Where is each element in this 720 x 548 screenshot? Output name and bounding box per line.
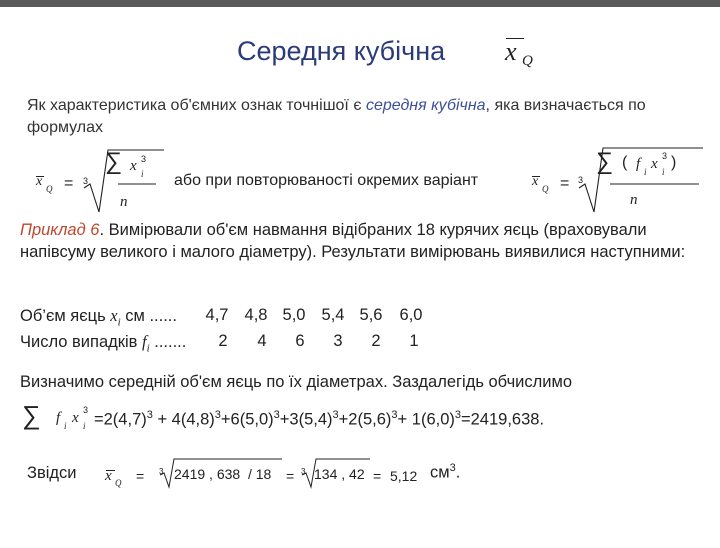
row1-var-sub: i	[117, 316, 121, 329]
f2-close: )	[671, 154, 677, 171]
unit-tail: .	[455, 463, 461, 482]
final-root2-content: 134 , 42	[314, 466, 365, 482]
final-value: 5,12	[390, 468, 418, 484]
compute-intro: Визначимо середній об'єм яєць по їх діаметрах. Заздалегідь обчислимо	[20, 373, 573, 391]
final-eq1: =	[136, 468, 145, 484]
title-x: x	[505, 37, 517, 66]
table-row-count	[20, 332, 186, 354]
final-lhs-sub: Q	[115, 478, 122, 488]
row2-var-sub: i	[146, 342, 150, 355]
term-sup: 3	[454, 409, 461, 421]
final-lhs: x	[105, 468, 112, 484]
term: =2(4,7)	[94, 410, 147, 429]
f1-sum: ∑	[105, 148, 123, 175]
sum-f-sub: i	[64, 421, 67, 431]
f1-eq: =	[64, 175, 74, 192]
sum-result: =2419,638.	[461, 410, 545, 429]
term: +6(5,0)	[220, 410, 274, 429]
row1-var: x	[110, 306, 118, 325]
term-sup: 3	[273, 409, 280, 421]
example-paragraph	[20, 219, 700, 263]
f2-eq: =	[560, 175, 570, 192]
title-text: Середня кубічна	[237, 36, 446, 66]
final-formula	[100, 455, 480, 495]
f2-var: x	[651, 156, 658, 172]
title-symbol	[503, 34, 543, 74]
intro-emphasis: середня кубічна	[365, 97, 486, 114]
title-sub: Q	[522, 53, 533, 69]
term-sup: 3	[146, 409, 153, 421]
unit-text: см	[430, 463, 450, 482]
f2-f-sub: i	[644, 167, 647, 177]
f1-power: 3	[141, 154, 147, 164]
row1-value: 5,4	[321, 306, 345, 324]
f1-lhs: x	[36, 174, 43, 189]
term: + 4(4,8)	[152, 410, 215, 429]
top-bar	[0, 0, 720, 7]
final-root2-index: 3	[301, 467, 306, 476]
formula-weighted-cubic-mean	[526, 146, 706, 216]
row2-value: 4	[257, 332, 267, 350]
f1-var: x	[130, 158, 137, 174]
example-label: Приклад 6	[20, 221, 100, 239]
row2-values	[203, 332, 433, 351]
final-label: Звідси	[27, 464, 77, 482]
row2-value: 6	[295, 332, 305, 350]
row2-label-after: .......	[149, 333, 187, 351]
term: +3(5,4)	[279, 410, 333, 429]
final-unit	[430, 462, 460, 483]
final-eq2: =	[286, 468, 295, 484]
f2-power: 3	[662, 151, 668, 161]
unit-power: 3	[449, 462, 456, 474]
sum-f: f	[56, 410, 61, 426]
f2-lhs: x	[532, 174, 539, 189]
term-sup: 3	[214, 409, 221, 421]
f1-den: n	[120, 194, 128, 210]
term-sup: 3	[391, 409, 398, 421]
row1-value: 5,0	[282, 306, 306, 324]
term-sup: 3	[332, 409, 339, 421]
sum-terms	[94, 409, 544, 430]
row2-value: 1	[409, 332, 419, 350]
intro-after: , яка визначається по формулах	[27, 97, 646, 136]
row2-var: f	[142, 332, 147, 351]
row1-value: 6,0	[399, 306, 423, 324]
row2-value: 2	[218, 332, 228, 350]
row2-value: 2	[371, 332, 381, 350]
row1-value: 4,7	[205, 306, 229, 324]
row1-label-before: Об’єм яєць	[20, 307, 111, 325]
f2-sum: ∑	[596, 148, 614, 175]
f2-lhs-sub: Q	[542, 184, 549, 194]
sum-formula	[22, 400, 622, 440]
final-root1-index: 3	[159, 467, 164, 476]
example-text: . Вимірювали об'єм навмання відібраних 18 курячих яєць (враховували напівсуму великого і малого діаметру). Результати вимірювань виявилися наступними:	[20, 221, 686, 261]
sum-x-sub: i	[83, 421, 86, 431]
connector-text: або при повторюваності окремих варіант	[174, 172, 479, 189]
term: +2(5,6)	[338, 410, 392, 429]
f2-root-index: 3	[578, 175, 584, 185]
final-eq3: =	[373, 468, 382, 484]
f1-var-sub: i	[141, 169, 144, 179]
formula-cubic-mean	[30, 148, 165, 216]
row1-value: 4,8	[244, 306, 268, 324]
row2-value: 3	[333, 332, 343, 350]
slide-title	[237, 36, 445, 67]
f2-f: f	[636, 156, 641, 172]
f2-var-sub: i	[662, 167, 665, 177]
sum-x: x	[72, 410, 79, 426]
row1-value: 5,6	[359, 306, 383, 324]
f2-open: (	[622, 154, 628, 171]
row1-values	[197, 306, 433, 325]
sum-symbol: ∑	[22, 400, 41, 430]
intro-paragraph	[27, 95, 687, 139]
term: + 1(6,0)	[397, 410, 455, 429]
f1-lhs-sub: Q	[46, 184, 53, 194]
f1-root-index: 3	[83, 176, 89, 186]
row2-label-before: Число випадків	[20, 333, 142, 351]
row1-label-after: см ......	[120, 307, 177, 325]
intro-before: Як характеристика об'ємних ознак точнішої є	[27, 97, 366, 114]
final-root1-content: 2419 , 638 / 18	[174, 466, 272, 482]
sum-power: 3	[83, 405, 89, 415]
table-row-volume	[20, 306, 177, 328]
f2-den: n	[630, 192, 638, 208]
